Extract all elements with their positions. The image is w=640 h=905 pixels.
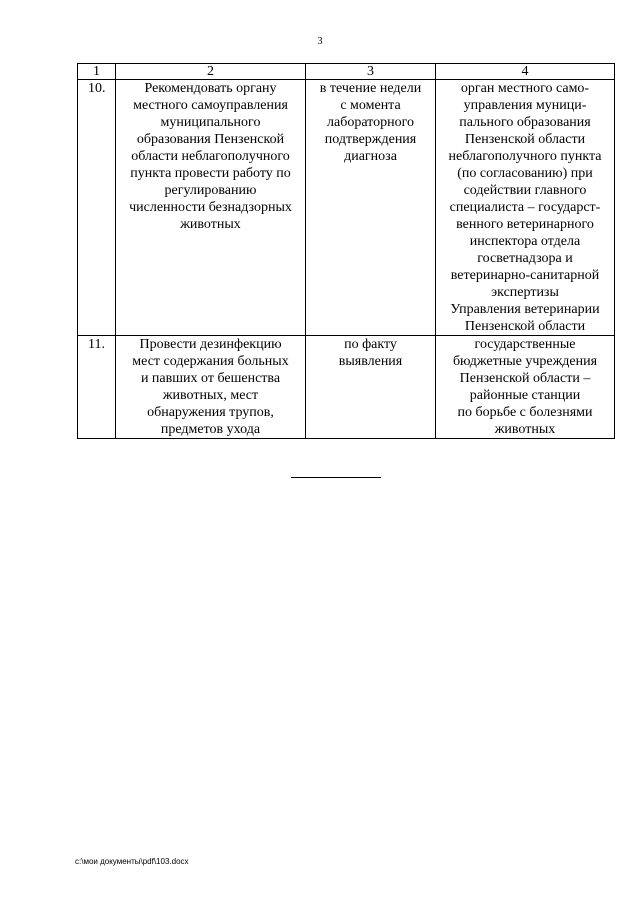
cell-text-line: пального образования — [459, 115, 591, 130]
table-row — [78, 336, 615, 439]
row-number: 11. — [78, 336, 116, 439]
cell-text-line: государственные — [474, 337, 576, 352]
cell-text-line: животных, мест — [162, 388, 259, 403]
cell-text-line: орган местного само- — [460, 81, 590, 96]
cell-text-line: и павших от бешенства — [140, 371, 281, 386]
table-row — [78, 80, 615, 336]
cell-text-line: обнаружения трупов, — [147, 405, 274, 420]
action-cell — [116, 336, 306, 439]
column-header-2: 2 — [116, 64, 306, 80]
cell-text-line: по факту — [344, 337, 397, 352]
action-cell — [116, 80, 306, 336]
table-header-row — [78, 64, 615, 80]
cell-text-line: неблагополучного пункта — [448, 149, 602, 164]
cell-text-line: предметов ухода — [160, 422, 261, 437]
responsible-cell — [436, 80, 615, 336]
cell-text-line: численности безнадзорных — [129, 200, 292, 215]
cell-text-line: подтверждения — [324, 132, 417, 147]
cell-text-line: пункта провести работу по — [130, 166, 291, 181]
cell-text-line: Пензенской области — [464, 132, 586, 147]
page-number: 3 — [317, 36, 323, 47]
cell-text-line: Пензенской области – — [459, 371, 591, 386]
cell-text-line: (по согласованию) при — [457, 166, 593, 181]
cell-text-line: мест содержания больных — [132, 354, 289, 369]
cell-text-line: Пензенской области — [464, 319, 586, 334]
cell-text-line: диагноза — [344, 149, 397, 164]
cell-text-line: животных — [180, 217, 241, 232]
cell-text-line: венного ветеринарного — [456, 217, 594, 232]
cell-text-line: выявления — [338, 354, 403, 369]
cell-text-line: бюджетные учреждения — [452, 354, 598, 369]
cell-text-line: районные станции — [469, 388, 581, 403]
cell-text-line: лабораторного — [327, 115, 414, 130]
cell-text-line: образования Пензенской — [136, 132, 285, 147]
cell-text-line: животных — [494, 422, 556, 437]
cell-text-line: инспектора отдела — [469, 234, 581, 249]
responsible-cell — [436, 336, 615, 439]
footer-file-path: c:\мои документы\pdf\103.docx — [75, 857, 189, 866]
cell-text-line: специалиста – государст- — [449, 200, 601, 215]
cell-text-line: в течение недели — [319, 81, 422, 96]
cell-text-line: области неблагополучного — [131, 149, 290, 164]
cell-text-line: регулированию — [164, 183, 257, 198]
cell-text-line: управления муници- — [463, 98, 587, 113]
cell-text-line: Управления ветеринарии — [450, 302, 600, 317]
cell-text-line: госветнадзора и — [477, 251, 573, 266]
end-of-document-rule — [291, 477, 381, 478]
cell-text-line: ветеринарно-санитарной — [450, 268, 600, 283]
cell-text-line: местного самоуправления — [133, 98, 288, 113]
cell-text-line: по борьбе с болезнями — [457, 405, 593, 420]
measures-table — [77, 63, 615, 439]
column-header-1: 1 — [78, 64, 116, 80]
cell-text-line: содействии главного — [463, 183, 587, 198]
column-header-3: 3 — [306, 64, 436, 80]
term-cell — [306, 336, 436, 439]
cell-text-line: Рекомендовать органу — [144, 81, 277, 96]
term-cell — [306, 80, 436, 336]
cell-text-line: с момента — [340, 98, 401, 113]
cell-text-line: муниципального — [160, 115, 261, 130]
row-number: 10. — [78, 80, 116, 336]
column-header-4: 4 — [436, 64, 615, 80]
cell-text-line: Провести дезинфекцию — [139, 337, 282, 352]
cell-text-line: экспертизы — [491, 285, 559, 300]
